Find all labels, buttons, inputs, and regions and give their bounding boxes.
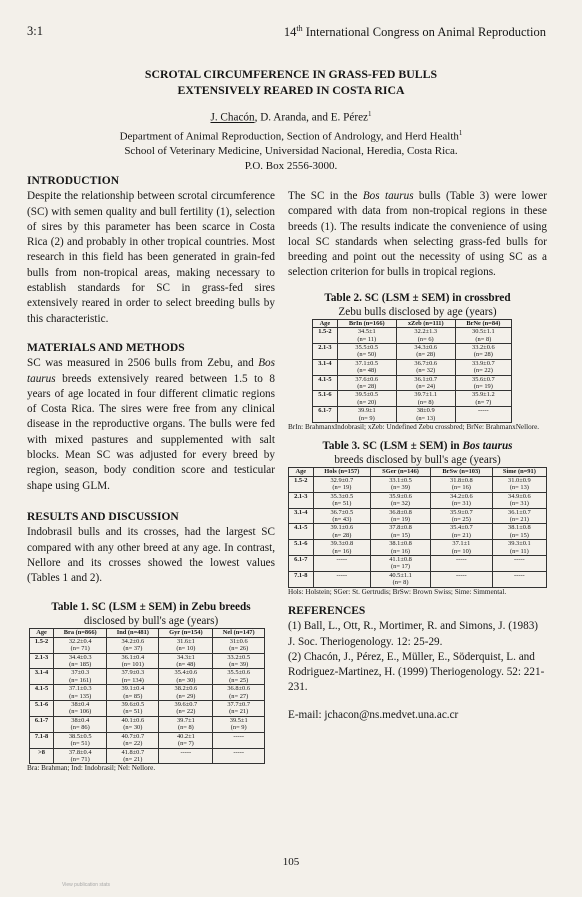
- table-header-row: [289, 468, 547, 476]
- results-heading: RESULTS AND DISCUSSION: [27, 510, 179, 523]
- table-cell: 38±0.4 (n= 106): [54, 701, 107, 717]
- table-cell: 36.1±0.4 (n= 101): [107, 653, 159, 669]
- table1-caption: Table 1. SC (LSM ± SEM) in Zebu breeds disclosed by bull's age (years): [51, 601, 251, 628]
- table3: [288, 467, 547, 587]
- references-heading: REFERENCES: [288, 604, 366, 617]
- table3-footnote: Hols: Holstein; SGer: St. Gertrudis; BrSw: Brown Swiss; Sime: Simmental.: [288, 587, 507, 596]
- table-cell: 36.7±0.5 (n= 43): [313, 508, 370, 524]
- table-cell: 39.6±0.5 (n= 51): [107, 701, 159, 717]
- table-cell: 37±0.3 (n= 161): [54, 669, 107, 685]
- age-cell: >8: [30, 748, 54, 764]
- table-cell: 35.6±0.7 (n= 19): [455, 375, 511, 391]
- table-cell: 40.7±0.7 (n= 22): [107, 732, 159, 748]
- age-cell: 2.1-3: [30, 653, 54, 669]
- table-cell: -----: [213, 748, 265, 764]
- age-cell: 7.1-8: [289, 571, 314, 587]
- age-cell: 3.1-4: [313, 359, 338, 375]
- table-cell: -----: [431, 571, 493, 587]
- table-header-cell: xZeb (n=111): [396, 319, 455, 327]
- table-header-cell: Bra (n=866): [54, 629, 107, 637]
- right-column: [288, 189, 547, 723]
- reference-1: (1) Ball, L., Ott, R., Mortimer, R. and Simons, J. (1983) J. Soc. Theriogenology. 12: 25-29.: [288, 620, 539, 648]
- table-cell: 34.2±0.6 (n= 37): [107, 637, 159, 653]
- age-cell: 6.1-7: [313, 407, 338, 423]
- author-list: J. Chacón, D. Aranda, and E. Pérez$^1$: [210, 110, 372, 124]
- age-cell: 5.1-6: [30, 701, 54, 717]
- table1: [29, 628, 265, 764]
- age-cell: 5.1-6: [289, 540, 314, 556]
- table-cell: 38±0.4 (n= 86): [54, 716, 107, 732]
- table3-caption: Table 3. SC (LSM ± SEM) in Bos taurus breeds disclosed by bull's age (years): [322, 440, 513, 467]
- table-cell: 35.4±0.6 (n= 30): [159, 669, 213, 685]
- age-cell: 4.1-5: [313, 375, 338, 391]
- age-cell: 1.5-2: [289, 476, 314, 492]
- table-cell: 34.9±0.6 (n= 31): [492, 492, 546, 508]
- age-cell: 3.1-4: [289, 508, 314, 524]
- table-header-cell: Age: [313, 319, 338, 327]
- table-row: [289, 540, 547, 556]
- age-cell: 6.1-7: [289, 555, 314, 571]
- results-text: Indobrasil bulls and its crosses, had the largest SC compared with any other breed at any age. In contrast, Nellore and its crosses showed the lowest values (Tables 1 and 2).: [27, 526, 275, 585]
- table-cell: 34.3±0.6 (n= 28): [396, 344, 455, 360]
- table-cell: 39.6±0.7 (n= 22): [159, 701, 213, 717]
- table-cell: 37.1±0.5 (n= 48): [337, 359, 396, 375]
- table-row: [30, 732, 265, 748]
- table-cell: 39.3±0.8 (n= 16): [313, 540, 370, 556]
- table-cell: 38.5±0.5 (n= 51): [54, 732, 107, 748]
- table-cell: 34.5±1 (n= 11): [337, 328, 396, 344]
- table-cell: -----: [313, 555, 370, 571]
- table-row: [289, 524, 547, 540]
- table-row: [289, 555, 547, 571]
- table-cell: 40.2±1 (n= 7): [159, 732, 213, 748]
- table-cell: 36.1±0.7 (n= 21): [492, 508, 546, 524]
- table-cell: 38.1±0.8 (n= 15): [492, 524, 546, 540]
- table-cell: -----: [492, 571, 546, 587]
- table2: [312, 319, 512, 423]
- table-cell: -----: [492, 555, 546, 571]
- age-cell: 1.5-2: [313, 328, 338, 344]
- age-cell: 5.1-6: [313, 391, 338, 407]
- table-cell: 40.1±0.6 (n= 30): [107, 716, 159, 732]
- age-cell: 7.1-8: [30, 732, 54, 748]
- table-header-cell: Age: [289, 468, 314, 476]
- table-header-cell: BrSw (n=103): [431, 468, 493, 476]
- table-cell: 35.4±0.7 (n= 21): [431, 524, 493, 540]
- table-header-cell: SGer (n=146): [371, 468, 431, 476]
- table-cell: 33.9±0.7 (n= 22): [455, 359, 511, 375]
- table-cell: 37.6±0.6 (n= 28): [337, 375, 396, 391]
- table-row: [313, 407, 512, 423]
- table-header-cell: Ind (n=481): [107, 629, 159, 637]
- table-cell: 39.7±1.1 (n= 8): [396, 391, 455, 407]
- table-cell: 30.5±1.1 (n= 8): [455, 328, 511, 344]
- table-cell: 39.7±1 (n= 8): [159, 716, 213, 732]
- discussion-text: The SC in the Bos taurus bulls (Table 3) were lower compared with data from non-tropical regions in these breeds (1). The results indicate the convenience of using local SC standards when selecting grass-fed bulls for breeding and point out the necessity of using SC as a selection criterion for bulls in tropical regions.: [288, 190, 547, 279]
- table-cell: 39.9±1 (n= 9): [337, 407, 396, 423]
- methods-text: SC was measured in 2506 bulls from Zebu, and Bos taurus breeds extensively reared between 1.5 to 8 years of age located in four different climatic regions of Costa Rica. The sires were free from any clinical disease in the reproductive organs. The bulls were fed with mixed pastures and supplemented with salt blocks. Mean SC was adjusted for every breed by region, season, body condition score and testicular shape using GLM.: [27, 357, 275, 492]
- table-cell: 35.3±0.5 (n= 51): [313, 492, 370, 508]
- table-cell: 37.1±1 (n= 10): [431, 540, 493, 556]
- table-cell: 31.0±0.9 (n= 13): [492, 476, 546, 492]
- table-cell: 37.7±0.7 (n= 21): [213, 701, 265, 717]
- table-row: [313, 375, 512, 391]
- table-cell: -----: [431, 555, 493, 571]
- conference-header: 14th International Congress on Animal Reproduction: [283, 24, 546, 40]
- table-cell: 35.9±1.2 (n= 7): [455, 391, 511, 407]
- table-row: [30, 637, 265, 653]
- table-cell: 41.8±0.7 (n= 21): [107, 748, 159, 764]
- table-header-cell: Sime (n=91): [492, 468, 546, 476]
- table-cell: 41.1±0.8 (n= 17): [371, 555, 431, 571]
- table-row: [30, 653, 265, 669]
- table-cell: 38±0.9 (n= 13): [396, 407, 455, 423]
- table-cell: 38.2±0.6 (n= 29): [159, 685, 213, 701]
- table-row: [289, 492, 547, 508]
- table-row: [313, 391, 512, 407]
- table-cell: 35.5±0.6 (n= 25): [213, 669, 265, 685]
- table-cell: 32.2±0.4 (n= 71): [54, 637, 107, 653]
- table-row: [30, 701, 265, 717]
- table-row: [313, 328, 512, 344]
- table-cell: 31.6±1 (n= 10): [159, 637, 213, 653]
- table-cell: 34.3±1 (n= 48): [159, 653, 213, 669]
- paper-title: SCROTAL CIRCUMFERENCE IN GRASS-FED BULLS EXTENSIVELY REARED IN COSTA RICA: [144, 67, 438, 97]
- table-cell: 31.8±0.8 (n= 16): [431, 476, 493, 492]
- table-cell: 35.9±0.6 (n= 32): [371, 492, 431, 508]
- table-cell: 35.5±0.5 (n= 50): [337, 344, 396, 360]
- table-cell: 39.3±0.1 (n= 11): [492, 540, 546, 556]
- age-cell: 6.1-7: [30, 716, 54, 732]
- table-header-cell: Gyr (n=154): [159, 629, 213, 637]
- table-cell: 37.9±0.3 (n= 134): [107, 669, 159, 685]
- table-cell: 36.1±0.7 (n= 24): [396, 375, 455, 391]
- table-cell: 37.8±0.8 (n= 15): [371, 524, 431, 540]
- watermark: View publication stats: [62, 882, 110, 888]
- table-header-row: [30, 629, 265, 637]
- table-cell: 34.2±0.6 (n= 31): [431, 492, 493, 508]
- introduction-text: Despite the relationship between scrotal circumference (SC) with semen quality and bull fertility (1), selection of sires by this parameter has been scarce in Costa Rica (2) and probably in other tropical countries. Most research in this field has been generated in grain-fed bulls from non-tropical areas, making necessary to establish standards for SC in grass-fed sires extensively reared in order to select breeding bulls by this characteristic.: [27, 190, 275, 325]
- table-cell: -----: [313, 571, 370, 587]
- table-header-cell: Nel (n=147): [213, 629, 265, 637]
- page-number: 3:1: [27, 24, 43, 38]
- age-cell: 4.1-5: [30, 685, 54, 701]
- table-header-cell: Hols (n=157): [313, 468, 370, 476]
- table-cell: 33.1±0.5 (n= 39): [371, 476, 431, 492]
- table-cell: 39.1±0.4 (n= 85): [107, 685, 159, 701]
- table2-footnote: BrIn: BrahmanxIndobrasil; xZeb: Undefined Zebu crossbred; BrNe: BrahmanxNellore.: [288, 423, 540, 432]
- table-cell: -----: [159, 748, 213, 764]
- table-row: [30, 669, 265, 685]
- table-row: [289, 508, 547, 524]
- age-cell: 3.1-4: [30, 669, 54, 685]
- table-cell: 38.1±0.8 (n= 16): [371, 540, 431, 556]
- page-footer-number: 105: [282, 856, 300, 868]
- table-row: [313, 344, 512, 360]
- table-cell: 32.9±0.7 (n= 19): [313, 476, 370, 492]
- table2-caption: Table 2. SC (LSM ± SEM) in crossbred Zebu bulls disclosed by age (years): [324, 291, 511, 318]
- table-header-cell: Age: [30, 629, 54, 637]
- table-row: [289, 571, 547, 587]
- table-cell: 39.5±1 (n= 9): [213, 716, 265, 732]
- table-cell: -----: [455, 407, 511, 423]
- age-cell: 1.5-2: [30, 637, 54, 653]
- table-cell: 39.5±0.5 (n= 20): [337, 391, 396, 407]
- table-header-cell: BrNe (n=84): [455, 319, 511, 327]
- table-cell: 33.2±0.6 (n= 28): [455, 344, 511, 360]
- table-cell: 36.7±0.6 (n= 32): [396, 359, 455, 375]
- table-cell: 37.8±0.4 (n= 71): [54, 748, 107, 764]
- age-cell: 2.1-3: [289, 492, 314, 508]
- table-header-row: [313, 319, 512, 327]
- table-cell: 35.9±0.7 (n= 25): [431, 508, 493, 524]
- table-cell: 39.1±0.6 (n= 28): [313, 524, 370, 540]
- table-row: [289, 476, 547, 492]
- table-cell: 31±0.6 (n= 26): [213, 637, 265, 653]
- table-header-cell: BrIn (n=166): [337, 319, 396, 327]
- methods-heading: MATERIALS AND METHODS: [27, 341, 185, 354]
- age-cell: 2.1-3: [313, 344, 338, 360]
- table-cell: 37.1±0.3 (n= 135): [54, 685, 107, 701]
- table-row: [30, 716, 265, 732]
- table1-footnote: Bra: Brahman; Ind: Indobrasil; Nel: Nellore.: [27, 764, 156, 773]
- reference-2: (2) Chacón, J., Pérez, E., Müller, E., Söderquist, L. and Rodriguez-Martinez, H. (1999) Theriogenology. 52: 221-231.: [288, 650, 545, 694]
- table-row: [30, 748, 265, 764]
- table-cell: -----: [213, 732, 265, 748]
- introduction-heading: INTRODUCTION: [27, 175, 120, 187]
- left-column: [27, 174, 275, 773]
- affiliation: Department of Animal Reproduction, Section of Andrology, and Herd Health$^1$ School of Veterinary Medicine, Universidad Nacional, Heredia, Costa Rica. P.O. Box 2556-3000.: [119, 129, 463, 172]
- table-cell: 32.2±1.3 (n= 6): [396, 328, 455, 344]
- table-cell: 40.5±1.1 (n= 8): [371, 571, 431, 587]
- table-cell: 36.8±0.8 (n= 19): [371, 508, 431, 524]
- table-row: [313, 359, 512, 375]
- table-cell: 36.8±0.6 (n= 27): [213, 685, 265, 701]
- table-row: [30, 685, 265, 701]
- age-cell: 4.1-5: [289, 524, 314, 540]
- table-cell: 33.2±0.5 (n= 39): [213, 653, 265, 669]
- contact-email: E-mail: jchacon@ns.medvet.una.ac.cr: [288, 708, 459, 721]
- table-cell: 34.4±0.3 (n= 185): [54, 653, 107, 669]
